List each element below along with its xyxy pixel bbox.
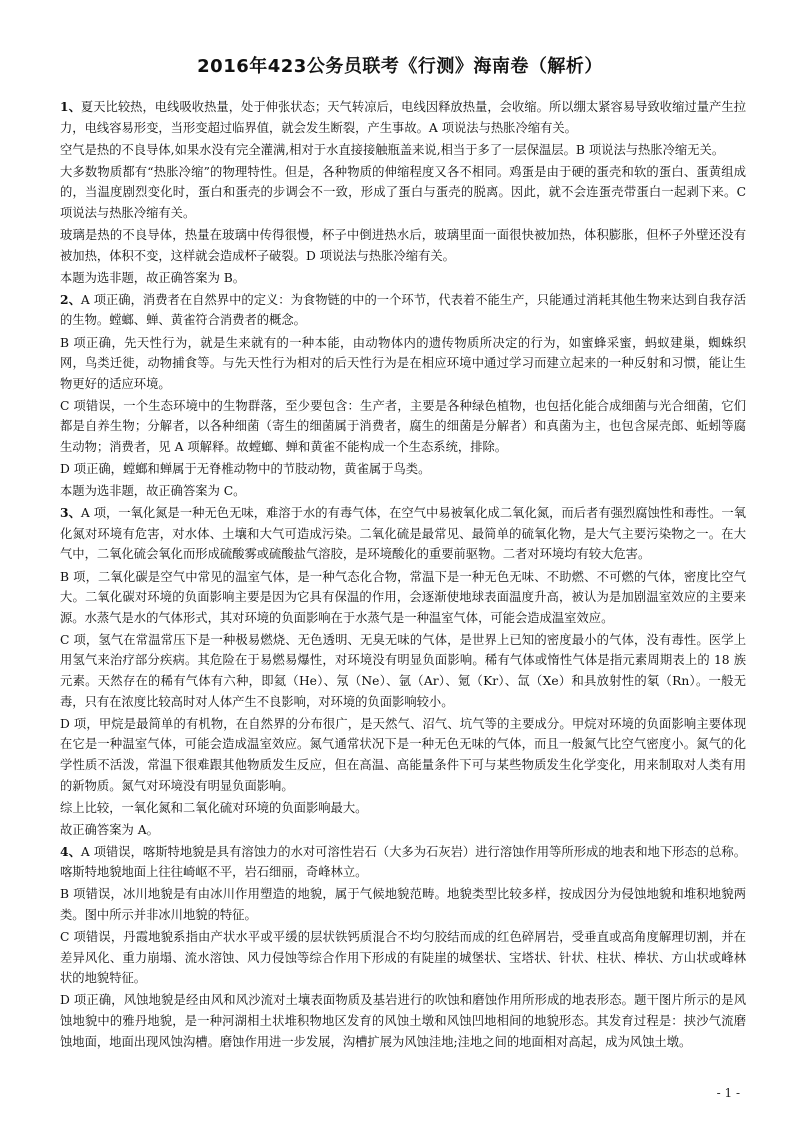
answer-paragraph: C 项错误，丹霞地貌系指由产状水平或平缓的层状铁钙质混合不均匀胶结而成的红色碎屑岩，受垂直或高角度解理切割，并在差异风化、重力崩塌、流水溶蚀、风力侵蚀等综合作用下形成的有陡崖的城堡状、宝塔状、针状、柱状、棒状、方山状或峰林状的地貌特征。: [60, 930, 746, 986]
answer-paragraph: B 项，二氧化碳是空气中常见的温室气体，是一种气态化合物，常温下是一种无色无味、不助燃、不可燃的气体，密度比空气大。二氧化碳对环境的负面影响主要是因为它具有保温的作用，会逐渐使地球表面温度升高，被认为是加剧温室效应的主要来源。水蒸气是水的气体形式，其对环境的负面影响在于水蒸气是一种温室气体，可能会造成温室效应。: [60, 569, 746, 625]
answer-paragraph: D 项正确，螳螂和蝉属于无脊椎动物中的节肢动物，黄雀属于鸟类。: [60, 462, 431, 477]
answer-paragraph: 综上比较，一氧化氮和二氧化硫对环境的负面影响最大。: [60, 800, 368, 815]
answer-conclusion: 本题为选非题，故正确答案为 C。: [60, 484, 246, 499]
question-number: 4、: [60, 843, 81, 859]
question-number: 3、: [60, 505, 81, 521]
answer-paragraph: B 项正确，先天性行为，就是生来就有的一种本能，由动物体内的遗传物质所决定的行为，如蜜蜂采蜜，蚂蚁建巢，蜘蛛织网，鸟类迁徙，动物捕食等。与先天性行为相对的后天性行为是在相应环境中通过学习而建立起来的一种反射和习惯，能让生物更好的适应环境。: [60, 335, 746, 391]
answer-paragraph: D 项正确，风蚀地貌是经由风和风沙流对土壤表面物质及基岩进行的吹蚀和磨蚀作用所形成的地表形态。题干图片所示的是风蚀地貌中的雅丹地貌，是一种河湖相土状堆积物地区发育的风蚀土墩和风蚀凹地相间的地貌形态。其发育过程是：挟沙气流磨蚀地面，地面出现风蚀沟槽。磨蚀作用进一步发展，沟槽扩展为风蚀洼地;洼地之间的地面相对高起，成为风蚀土墩。: [60, 993, 746, 1049]
document-body: [60, 97, 746, 1054]
answer-paragraph: C 项，氢气在常温常压下是一种极易燃烧、无色透明、无臭无味的气体，是世界上已知的密度最小的气体，没有毒性。医学上用氢气来治疗部分疾病。其危险在于易燃易爆性，对环境没有明显负面影响。稀有气体或惰性气体是指元素周期表上的 18 族元素。天然存在的稀有气体有六种，即氦（He）、氖（Ne）、氩（Ar）、氪（Kr）、氙（Xe）和具放射性的氡（Rn）。一般无毒，只有在浓度比较高时对人体产生不良影响，对环境的负面影响较小。: [60, 632, 746, 709]
answer-paragraph: 3、A 项，一氧化氮是一种无色无味，难溶于水的有毒气体，在空气中易被氧化成二氧化氮，而后者有强烈腐蚀性和毒性。一氧化氮对环境有危害，对水体、土壤和大气可造成污染。二氧化硫是最常见、最简单的硫氧化物，是大气主要污染物之一。在大气中，二氧化硫会氧化而形成硫酸雾或硫酸盐气溶胶，是环境酸化的重要前驱物。二者对环境均有较大危害。: [60, 505, 747, 562]
answer-paragraph: 4、A 项错误，喀斯特地貌是具有溶蚀力的水对可溶性岩石（大多为石灰岩）进行溶蚀作用等所形成的地表和地下形态的总称。喀斯特地貌地面上往往崎岖不平，岩石细丽，奇峰林立。: [60, 843, 747, 880]
question-number: 1、: [60, 99, 81, 114]
answer-paragraph: 大多数物质都有“热胀冷缩”的物理特性。但是，各种物质的伸缩程度又各不相同。鸡蛋是由于硬的蛋壳和软的蛋白、蛋黄组成的，当温度剧烈变化时，蛋白和蛋壳的步调会不一致，形成了蛋白与蛋壳的脱离。因此，就不会连蛋壳带蛋白一起剥下来。C 项说法与热胀冷缩有关。: [60, 164, 746, 220]
answer-paragraph: 2、A 项正确，消费者在自然界中的定义：为食物链的中的一个环节，代表着不能生产，只能通过消耗其他生物来达到自我存活的生物。螳螂、蝉、黄雀符合消费者的概念。: [60, 291, 747, 328]
document-title: 2016年423公务员联考《行测》海南卷（解析）: [197, 56, 603, 77]
answer-paragraph: 玻璃是热的不良导体，热量在玻璃中传得很慢，杯子中倒进热水后，玻璃里面一面很快被加热，体积膨胀，但杯子外壁还没有被加热，体积不变，这样就会造成杯子破裂。D 项说法与热胀冷缩有关。: [60, 228, 746, 263]
answer-conclusion: 本题为选非题，故正确答案为 B。: [60, 270, 246, 285]
answer-paragraph: 1、夏天比较热，电线吸收热量，处于伸张状态；天气转凉后，电线因释放热量，会收缩。所以绷太紧容易导致收缩过量产生拉力，电线容易形变，当形变超过临界值，就会发生断裂，产生事故。A 项说法与热胀冷缩有关。: [60, 99, 746, 135]
answer-paragraph: B 项错误，冰川地貌是有由冰川作用塑造的地貌，属于气候地貌范畴。地貌类型比较多样，按成因分为侵蚀地貌和堆积地貌两类。图中所示并非冰川地貌的特征。: [60, 887, 746, 923]
page-number: - 1 -: [716, 1086, 740, 1100]
answer-paragraph: 空气是热的不良导体,如果水没有完全灌满,相对于水直接接触瓶盖来说,相当于多了一层保温层。B 项说法与热胀冷缩无关。: [60, 142, 725, 157]
answer-conclusion: 故正确答案为 A。: [60, 822, 159, 837]
answer-paragraph: D 项，甲烷是最简单的有机物，在自然界的分布很广，是天然气、沼气、坑气等的主要成分。甲烷对环境的负面影响主要体现在它是一种温室气体，可能会造成温室效应。氮气通常状况下是一种无色无味的气体，而且一般氮气比空气密度小。氮气的化学性质不活泼，常温下很难跟其他物质发生反应，但在高温、高能量条件下可与某些物质发生化学变化，用来制取对人类有用的新物质。氮气对环境没有明显负面影响。: [60, 716, 746, 793]
question-number: 2、: [60, 291, 81, 307]
answer-paragraph: C 项错误，一个生态环境中的生物群落，至少要包含：生产者，主要是各种绿色植物，也包括化能合成细菌与光合细菌，它们都是自养生物；分解者，以各种细菌（寄生的细菌属于消费者，腐生的细菌是分解者）和真菌为主，也包含屎壳郎、蚯蚓等腐生动物；消费者，见 A 项解释。故螳螂、蝉和黄雀不能构成一个生态系统，排除。: [60, 398, 746, 454]
